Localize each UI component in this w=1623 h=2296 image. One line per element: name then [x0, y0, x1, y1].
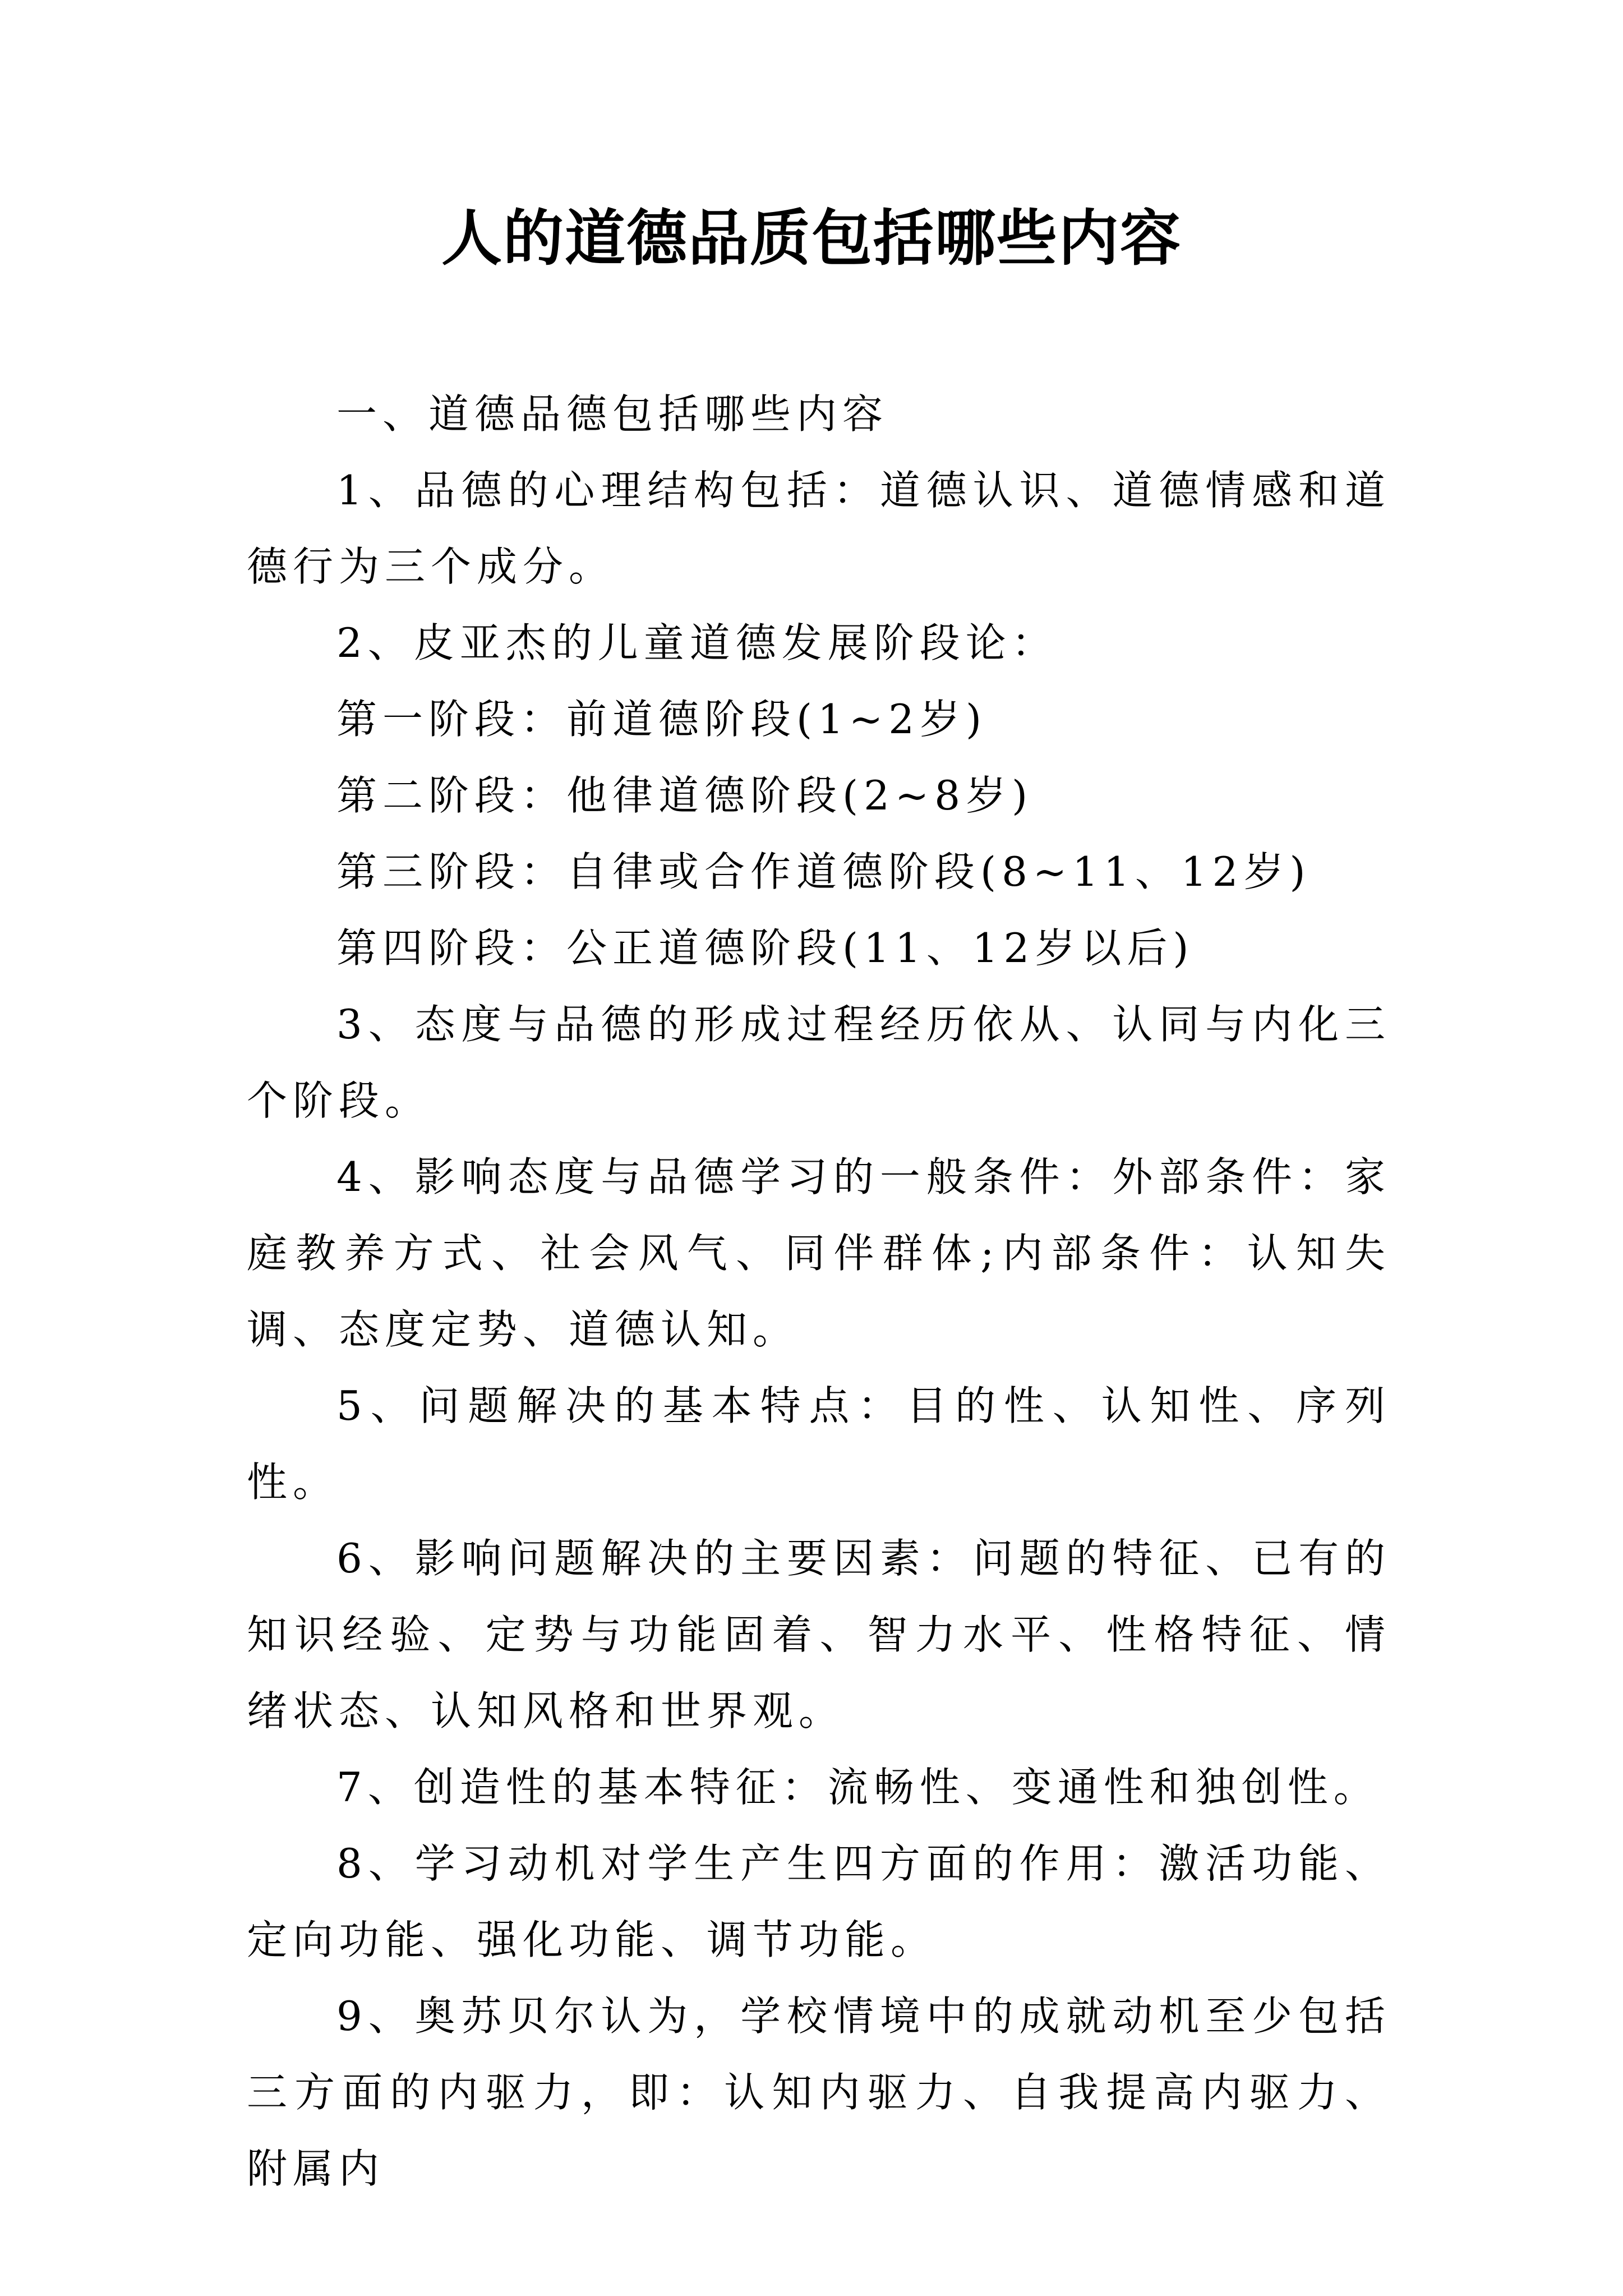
paragraph-item-7: 7、创造性的基本特征：流畅性、变通性和独创性。: [336, 1764, 1380, 1811]
paragraph-heading-1: 一、道德品德包括哪些内容: [336, 390, 889, 438]
paragraph-item-1: 1、品德的心理结构包括：道德认识、道德情感和道德行为三个成分。: [247, 467, 1391, 590]
document-title: 人的道德品质包括哪些内容: [441, 203, 1182, 274]
paragraph-item-2: 2、皮亚杰的儿童道德发展阶段论：: [336, 619, 1058, 666]
paragraph-item-9: 9、奥苏贝尔认为，学校情境中的成就动机至少包括三方面的内驱力，即：认知内驱力、自我提高内驱力、附属内: [247, 1993, 1391, 2192]
paragraph-item-8: 8、学习动机对学生产生四方面的作用：激活功能、定向功能、强化功能、调节功能。: [247, 1840, 1391, 1963]
paragraph-item-4: 4、影响态度与品德学习的一般条件：外部条件：家庭教养方式、社会风气、同伴群体;内部条件：认知失调、态度定势、道德认知。: [247, 1153, 1391, 1353]
paragraph-item-6: 6、影响问题解决的主要因素：问题的特征、已有的知识经验、定势与功能固着、智力水平、性格特征、情绪状态、认知风格和世界观。: [247, 1535, 1391, 1734]
paragraph-item-5: 5、问题解决的基本特点：目的性、认知性、序列性。: [247, 1382, 1391, 1506]
paragraph-stage-1: 第一阶段：前道德阶段(1~2岁): [336, 696, 988, 743]
paragraph-stage-3: 第三阶段：自律或合作道德阶段(8~11、12岁): [336, 848, 1311, 895]
paragraph-item-3: 3、态度与品德的形成过程经历依从、认同与内化三个阶段。: [247, 1001, 1391, 1124]
document-body: [247, 376, 1391, 2207]
paragraph-stage-4: 第四阶段：公正道德阶段(11、12岁以后): [336, 924, 1195, 972]
paragraph-stage-2: 第二阶段：他律道德阶段(2~8岁): [336, 772, 1034, 819]
